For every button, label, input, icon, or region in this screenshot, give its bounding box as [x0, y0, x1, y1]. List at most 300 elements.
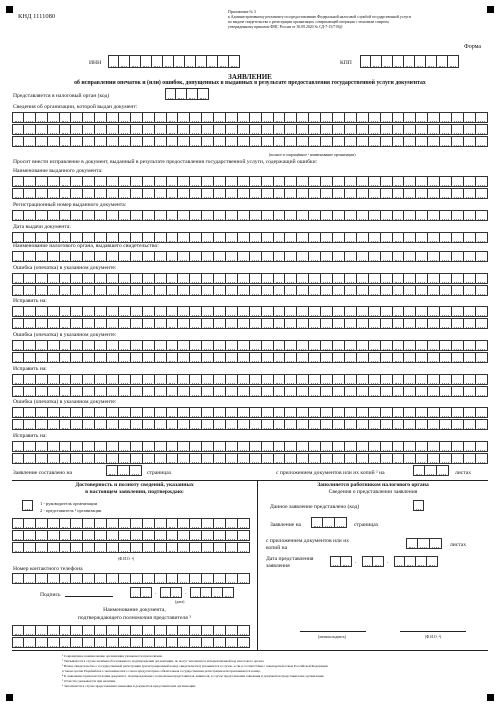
char-cell[interactable] — [464, 124, 476, 135]
char-cell[interactable] — [178, 176, 190, 187]
char-cell[interactable] — [107, 419, 119, 430]
char-cell[interactable] — [60, 124, 72, 135]
char-cell[interactable] — [24, 441, 36, 452]
char-cell[interactable] — [119, 124, 131, 135]
char-cell[interactable] — [393, 273, 405, 284]
char-cell[interactable] — [416, 112, 428, 123]
char-cell[interactable] — [178, 453, 190, 464]
char-cell[interactable] — [274, 386, 286, 397]
char-cell[interactable] — [404, 352, 416, 363]
char-cell[interactable] — [214, 441, 226, 452]
char-cell[interactable] — [214, 374, 226, 385]
char-cell[interactable] — [178, 306, 190, 317]
char-cell[interactable] — [452, 386, 464, 397]
char-cell[interactable] — [333, 441, 345, 452]
char-cell[interactable] — [341, 556, 352, 567]
char-cell[interactable] — [345, 188, 357, 199]
char-cell[interactable] — [36, 530, 48, 541]
char-cell[interactable] — [214, 210, 226, 221]
char-cell[interactable] — [214, 407, 226, 418]
char-cell[interactable] — [464, 306, 476, 317]
char-cell[interactable] — [155, 232, 167, 243]
char-cell[interactable] — [83, 352, 95, 363]
char-cell[interactable] — [71, 453, 83, 464]
char-cell[interactable] — [207, 55, 218, 68]
char-cell[interactable] — [143, 232, 155, 243]
char-cell[interactable] — [238, 407, 250, 418]
char-cell[interactable] — [404, 124, 416, 135]
char-cell[interactable] — [60, 407, 72, 418]
char-cell[interactable] — [202, 573, 214, 584]
char-cell[interactable] — [107, 453, 119, 464]
char-cell[interactable] — [48, 386, 60, 397]
char-cell[interactable] — [274, 136, 286, 147]
char-cell[interactable] — [24, 232, 36, 243]
char-cell[interactable] — [119, 251, 131, 262]
char-cell[interactable] — [214, 318, 226, 329]
char-cell[interactable] — [333, 232, 345, 243]
char-cell[interactable] — [404, 210, 416, 221]
char-cell[interactable] — [95, 386, 107, 397]
char-cell[interactable] — [83, 637, 95, 648]
char-cell[interactable] — [119, 176, 131, 187]
char-cell[interactable] — [226, 530, 238, 541]
char-cell[interactable] — [60, 251, 72, 262]
char-cell[interactable] — [214, 188, 226, 199]
char-cell[interactable] — [71, 188, 83, 199]
tax-office-code-input[interactable] — [165, 88, 209, 100]
char-cell[interactable] — [321, 188, 333, 199]
char-cell[interactable] — [238, 306, 250, 317]
char-cell[interactable] — [190, 530, 202, 541]
char-cell[interactable] — [167, 232, 179, 243]
char-cell[interactable] — [119, 518, 131, 529]
char-cell[interactable] — [190, 285, 202, 296]
char-cell[interactable] — [285, 124, 297, 135]
char-cell[interactable] — [416, 210, 428, 221]
authority-doc-row-2[interactable] — [12, 637, 250, 648]
char-cell[interactable] — [214, 176, 226, 187]
char-cell[interactable] — [250, 306, 262, 317]
char-cell[interactable] — [464, 176, 476, 187]
char-cell[interactable] — [24, 306, 36, 317]
char-cell[interactable] — [167, 542, 179, 553]
char-cell[interactable] — [437, 55, 448, 68]
char-cell[interactable] — [141, 587, 152, 598]
char-cell[interactable] — [202, 251, 214, 262]
char-cell[interactable] — [452, 285, 464, 296]
char-cell[interactable] — [404, 251, 416, 262]
char-cell[interactable] — [238, 112, 250, 123]
char-cell[interactable] — [262, 306, 274, 317]
char-cell[interactable] — [107, 386, 119, 397]
char-cell[interactable] — [176, 88, 187, 100]
char-cell[interactable] — [321, 112, 333, 123]
char-cell[interactable] — [416, 407, 428, 418]
char-cell[interactable] — [95, 441, 107, 452]
char-cell[interactable] — [309, 407, 321, 418]
char-cell[interactable] — [404, 285, 416, 296]
char-cell[interactable] — [167, 386, 179, 397]
char-cell[interactable] — [95, 306, 107, 317]
char-cell[interactable] — [226, 273, 238, 284]
char-cell[interactable] — [309, 188, 321, 199]
char-cell[interactable] — [404, 340, 416, 351]
char-cell[interactable] — [297, 251, 309, 262]
char-cell[interactable] — [393, 441, 405, 452]
char-cell[interactable] — [155, 306, 167, 317]
char-cell[interactable] — [178, 625, 190, 636]
char-cell[interactable] — [214, 625, 226, 636]
char-cell[interactable] — [404, 419, 416, 430]
char-cell[interactable] — [167, 176, 179, 187]
char-cell[interactable] — [369, 251, 381, 262]
char-cell[interactable] — [119, 374, 131, 385]
char-cell[interactable] — [285, 210, 297, 221]
char-cell[interactable] — [464, 374, 476, 385]
char-cell[interactable] — [428, 318, 440, 329]
char-cell[interactable] — [297, 340, 309, 351]
char-cell[interactable] — [95, 112, 107, 123]
char-cell[interactable] — [214, 530, 226, 541]
char-cell[interactable] — [357, 352, 369, 363]
char-cell[interactable] — [345, 407, 357, 418]
char-cell[interactable] — [333, 407, 345, 418]
char-cell[interactable] — [83, 124, 95, 135]
char-cell[interactable] — [24, 124, 36, 135]
char-cell[interactable] — [321, 419, 333, 430]
char-cell[interactable] — [285, 374, 297, 385]
char-cell[interactable] — [440, 176, 452, 187]
char-cell[interactable] — [71, 273, 83, 284]
char-cell[interactable] — [381, 386, 393, 397]
char-cell[interactable] — [131, 374, 143, 385]
char-cell[interactable] — [413, 500, 424, 511]
char-cell[interactable] — [262, 340, 274, 351]
char-cell[interactable] — [178, 352, 190, 363]
char-cell[interactable] — [250, 176, 262, 187]
char-cell[interactable] — [131, 407, 143, 418]
char-cell[interactable] — [178, 386, 190, 397]
char-cell[interactable] — [464, 136, 476, 147]
char-cell[interactable] — [428, 188, 440, 199]
char-cell[interactable] — [297, 419, 309, 430]
char-cell[interactable] — [404, 374, 416, 385]
char-cell[interactable] — [83, 573, 95, 584]
char-cell[interactable] — [333, 318, 345, 329]
char-cell[interactable] — [36, 340, 48, 351]
char-cell[interactable] — [119, 210, 131, 221]
char-cell[interactable] — [214, 124, 226, 135]
char-cell[interactable] — [130, 465, 142, 476]
char-cell[interactable] — [362, 556, 373, 567]
char-cell[interactable] — [297, 441, 309, 452]
char-cell[interactable] — [143, 419, 155, 430]
char-cell[interactable] — [202, 124, 214, 135]
char-cell[interactable] — [95, 136, 107, 147]
char-cell[interactable] — [167, 306, 179, 317]
char-cell[interactable] — [335, 517, 347, 528]
char-cell[interactable] — [440, 273, 452, 284]
char-cell[interactable] — [285, 285, 297, 296]
char-cell[interactable] — [428, 386, 440, 397]
char-cell[interactable] — [250, 407, 262, 418]
char-cell[interactable] — [309, 340, 321, 351]
char-cell[interactable] — [178, 124, 190, 135]
char-cell[interactable] — [226, 386, 238, 397]
char-cell[interactable] — [60, 419, 72, 430]
char-cell[interactable] — [36, 441, 48, 452]
char-cell[interactable] — [476, 112, 488, 123]
char-cell[interactable] — [238, 352, 250, 363]
char-cell[interactable] — [226, 542, 238, 553]
char-cell[interactable] — [12, 112, 24, 123]
fix-1-row-2[interactable] — [12, 318, 488, 329]
char-cell[interactable] — [464, 419, 476, 430]
char-cell[interactable] — [143, 453, 155, 464]
char-cell[interactable] — [238, 273, 250, 284]
char-cell[interactable] — [202, 419, 214, 430]
char-cell[interactable] — [131, 124, 143, 135]
char-cell[interactable] — [404, 55, 415, 68]
char-cell[interactable] — [143, 285, 155, 296]
char-cell[interactable] — [262, 407, 274, 418]
char-cell[interactable] — [48, 112, 60, 123]
char-cell[interactable] — [440, 407, 452, 418]
char-cell[interactable] — [440, 318, 452, 329]
char-cell[interactable] — [143, 573, 155, 584]
char-cell[interactable] — [238, 285, 250, 296]
char-cell[interactable] — [119, 232, 131, 243]
char-cell[interactable] — [83, 386, 95, 397]
char-cell[interactable] — [369, 232, 381, 243]
char-cell[interactable] — [297, 352, 309, 363]
char-cell[interactable] — [238, 518, 250, 529]
char-cell[interactable] — [83, 530, 95, 541]
char-cell[interactable] — [357, 419, 369, 430]
char-cell[interactable] — [333, 453, 345, 464]
char-cell[interactable] — [167, 136, 179, 147]
char-cell[interactable] — [160, 587, 171, 598]
char-cell[interactable] — [143, 530, 155, 541]
char-cell[interactable] — [440, 352, 452, 363]
char-cell[interactable] — [416, 374, 428, 385]
char-cell[interactable] — [71, 285, 83, 296]
char-cell[interactable] — [107, 407, 119, 418]
char-cell[interactable] — [250, 352, 262, 363]
officer-pages-input[interactable] — [311, 517, 347, 528]
char-cell[interactable] — [12, 124, 24, 135]
char-cell[interactable] — [452, 419, 464, 430]
char-cell[interactable] — [12, 518, 24, 529]
signer-type-input[interactable] — [22, 500, 33, 511]
char-cell[interactable] — [106, 465, 118, 476]
char-cell[interactable] — [226, 441, 238, 452]
char-cell[interactable] — [12, 285, 24, 296]
char-cell[interactable] — [48, 251, 60, 262]
char-cell[interactable] — [226, 124, 238, 135]
char-cell[interactable] — [452, 306, 464, 317]
char-cell[interactable] — [250, 386, 262, 397]
char-cell[interactable] — [404, 386, 416, 397]
char-cell[interactable] — [83, 285, 95, 296]
char-cell[interactable] — [214, 637, 226, 648]
char-cell[interactable] — [155, 318, 167, 329]
char-cell[interactable] — [48, 136, 60, 147]
char-cell[interactable] — [357, 386, 369, 397]
char-cell[interactable] — [333, 210, 345, 221]
char-cell[interactable] — [426, 55, 437, 68]
char-cell[interactable] — [413, 465, 425, 476]
char-cell[interactable] — [48, 453, 60, 464]
char-cell[interactable] — [60, 374, 72, 385]
char-cell[interactable] — [36, 273, 48, 284]
char-cell[interactable] — [143, 441, 155, 452]
char-cell[interactable] — [416, 556, 427, 567]
char-cell[interactable] — [476, 386, 488, 397]
char-cell[interactable] — [155, 453, 167, 464]
char-cell[interactable] — [143, 518, 155, 529]
char-cell[interactable] — [357, 112, 369, 123]
char-cell[interactable] — [119, 530, 131, 541]
char-cell[interactable] — [464, 407, 476, 418]
char-cell[interactable] — [357, 318, 369, 329]
char-cell[interactable] — [24, 530, 36, 541]
char-cell[interactable] — [333, 176, 345, 187]
char-cell[interactable] — [369, 188, 381, 199]
char-cell[interactable] — [250, 419, 262, 430]
char-cell[interactable] — [214, 518, 226, 529]
char-cell[interactable] — [178, 285, 190, 296]
char-cell[interactable] — [214, 340, 226, 351]
char-cell[interactable] — [262, 386, 274, 397]
error-3-row-1[interactable] — [12, 407, 488, 418]
char-cell[interactable] — [369, 273, 381, 284]
char-cell[interactable] — [107, 251, 119, 262]
char-cell[interactable] — [143, 340, 155, 351]
char-cell[interactable] — [131, 340, 143, 351]
char-cell[interactable] — [131, 318, 143, 329]
char-cell[interactable] — [381, 136, 393, 147]
char-cell[interactable] — [404, 407, 416, 418]
char-cell[interactable] — [143, 124, 155, 135]
char-cell[interactable] — [476, 407, 488, 418]
char-cell[interactable] — [107, 285, 119, 296]
char-cell[interactable] — [226, 136, 238, 147]
char-cell[interactable] — [167, 625, 179, 636]
char-cell[interactable] — [440, 188, 452, 199]
char-cell[interactable] — [107, 625, 119, 636]
char-cell[interactable] — [48, 352, 60, 363]
char-cell[interactable] — [107, 176, 119, 187]
char-cell[interactable] — [12, 530, 24, 541]
char-cell[interactable] — [131, 273, 143, 284]
signer-fio-row-1[interactable] — [12, 518, 250, 529]
char-cell[interactable] — [476, 232, 488, 243]
char-cell[interactable] — [131, 542, 143, 553]
char-cell[interactable] — [12, 542, 24, 553]
char-cell[interactable] — [83, 542, 95, 553]
char-cell[interactable] — [107, 136, 119, 147]
char-cell[interactable] — [321, 306, 333, 317]
char-cell[interactable] — [226, 340, 238, 351]
char-cell[interactable] — [71, 136, 83, 147]
char-cell[interactable] — [238, 340, 250, 351]
char-cell[interactable] — [250, 285, 262, 296]
char-cell[interactable] — [476, 285, 488, 296]
char-cell[interactable] — [71, 542, 83, 553]
char-cell[interactable] — [60, 542, 72, 553]
char-cell[interactable] — [452, 176, 464, 187]
char-cell[interactable] — [381, 374, 393, 385]
char-cell[interactable] — [333, 188, 345, 199]
char-cell[interactable] — [238, 542, 250, 553]
char-cell[interactable] — [190, 637, 202, 648]
char-cell[interactable] — [274, 441, 286, 452]
char-cell[interactable] — [130, 55, 141, 68]
char-cell[interactable] — [12, 441, 24, 452]
char-cell[interactable] — [95, 407, 107, 418]
char-cell[interactable] — [155, 112, 167, 123]
char-cell[interactable] — [309, 306, 321, 317]
char-cell[interactable] — [155, 285, 167, 296]
char-cell[interactable] — [167, 573, 179, 584]
char-cell[interactable] — [262, 188, 274, 199]
char-cell[interactable] — [178, 188, 190, 199]
char-cell[interactable] — [476, 210, 488, 221]
char-cell[interactable] — [190, 407, 202, 418]
char-cell[interactable] — [36, 518, 48, 529]
char-cell[interactable] — [167, 112, 179, 123]
char-cell[interactable] — [416, 318, 428, 329]
char-cell[interactable] — [155, 419, 167, 430]
char-cell[interactable] — [357, 441, 369, 452]
char-cell[interactable] — [229, 55, 240, 68]
char-cell[interactable] — [71, 210, 83, 221]
char-cell[interactable] — [48, 625, 60, 636]
char-cell[interactable] — [71, 518, 83, 529]
char-cell[interactable] — [416, 124, 428, 135]
char-cell[interactable] — [178, 273, 190, 284]
char-cell[interactable] — [345, 285, 357, 296]
char-cell[interactable] — [95, 232, 107, 243]
char-cell[interactable] — [178, 407, 190, 418]
char-cell[interactable] — [381, 318, 393, 329]
char-cell[interactable] — [393, 419, 405, 430]
char-cell[interactable] — [107, 441, 119, 452]
char-cell[interactable] — [178, 518, 190, 529]
char-cell[interactable] — [440, 136, 452, 147]
inn-input[interactable] — [108, 55, 240, 68]
char-cell[interactable] — [95, 573, 107, 584]
char-cell[interactable] — [274, 232, 286, 243]
char-cell[interactable] — [416, 419, 428, 430]
char-cell[interactable] — [36, 210, 48, 221]
char-cell[interactable] — [369, 306, 381, 317]
char-cell[interactable] — [12, 573, 24, 584]
char-cell[interactable] — [345, 176, 357, 187]
char-cell[interactable] — [250, 374, 262, 385]
char-cell[interactable] — [48, 542, 60, 553]
char-cell[interactable] — [190, 386, 202, 397]
char-cell[interactable] — [36, 124, 48, 135]
char-cell[interactable] — [393, 318, 405, 329]
char-cell[interactable] — [476, 441, 488, 452]
char-cell[interactable] — [452, 232, 464, 243]
char-cell[interactable] — [262, 419, 274, 430]
char-cell[interactable] — [202, 285, 214, 296]
char-cell[interactable] — [226, 419, 238, 430]
